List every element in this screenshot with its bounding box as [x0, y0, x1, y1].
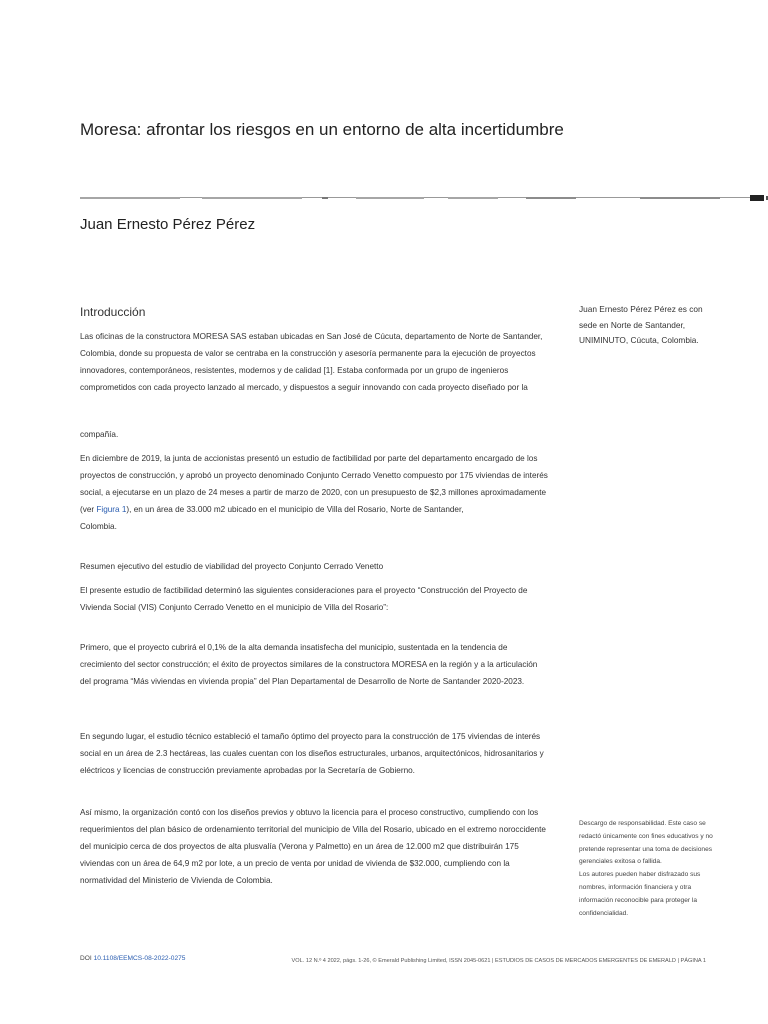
paragraph-2: [80, 450, 550, 535]
author-name: Juan Ernesto Pérez Pérez: [80, 216, 256, 233]
disclaimer: [579, 818, 719, 920]
decorative-rule: [80, 197, 706, 205]
paragraph-1: Las oficinas de la constructora MORESA SAS estaban ubicadas en San José de Cúcuta, departamento de Norte de Santander, Colombia, donde su propuesta de valor se centraba en la construcción y asesoría permanente para la ejecución de proyectos innovadores, contemporáneos, resistentes, modernos y de calidad [1]. Estaba conformada por un grupo de ingenieros comprometidos con cada proyecto lanzado al mercado, y dispuestos a seguir innovando con cada proyecto diseñado por la: [80, 332, 543, 392]
disclaimer-text-2: Los autores pueden haber disfrazado sus nombres, información financiera y otra información reconocible para proteger la confidencialidad.: [579, 871, 701, 917]
article-title: Moresa: afrontar los riesgos en un entorno de alta incertidumbre: [80, 120, 564, 139]
paragraph-2-text-cont: ), en un área de 33.000 m2 ubicado en el municipio de Villa del Rosario, Norte de Santander,: [126, 505, 464, 514]
paragraph-7: [80, 804, 550, 889]
paragraph-1-end: compañía.: [80, 430, 119, 439]
paragraph-6: En segundo lugar, el estudio técnico estableció el tamaño óptimo del proyecto para la construcción de 175 viviendas de interés social en un área de 2.3 hectáreas, las cuales cuentan con los diseños estructurales, urbanos, arquitectónicos, hidrosanitarios y eléctricos y licencias de construcción previamente aprobadas por la Secretaría de Gobierno.: [80, 732, 544, 775]
paragraph-7-text: Así mismo, la organización contó con los diseños previos y obtuvo la licencia para el proceso constructivo, cumpliendo con los requerimientos del plan básico de ordenamiento territorial del municipio de Villa del Rosario, ubicado en el extremo noroccidente del municipio cerca de dos proyectos de alta plusvalía (Verona y Palmetto) en un área de 12.000 m2 que distribuirán 175 viviendas con un área de 64,9 m2 por lote, a un precio de venta por unidad de vivienda de: [80, 808, 546, 868]
footer-citation: VOL. 12 N.º 4 2022, págs. 1-26, © Emerald Publishing Limited, ISSN 2045-0621 | ESTUDIOS DE CASOS DE MERCADOS EMERGENTES DE EMERALD | PÁGINA 1: [291, 958, 706, 964]
paragraph-7-end: cumpliendo con la normatividad del Ministerio de Vivienda de Colombia.: [80, 859, 510, 885]
doi-link[interactable]: 10.1108/EEMCS-08-2022-0275: [93, 955, 186, 962]
paragraph-2-text: En diciembre de 2019, la junta de accionistas presentó un estudio de factibilidad por parte del departamento encargado de los proyectos de construcción, y aprobó un proyecto denominado Conjunto Cerrado Venetto compuesto por 175 viviendas de interés social, a ejecutarse en un plazo de 24 meses a partir de marzo de 2020, con un presupuesto de $2,3 millones aproximadamente (ver: [80, 454, 548, 514]
intro-heading: Introducción: [80, 305, 146, 319]
disclaimer-text-1: Descargo de responsabilidad. Este caso se redactó únicamente con fines educativos y no pretende representar una toma de decisiones gerenciales exitosa o fallida.: [579, 820, 713, 866]
footer-doi: [80, 955, 185, 962]
section-subtitle: Resumen ejecutivo del estudio de viabilidad del proyecto Conjunto Cerrado Venetto: [80, 562, 384, 571]
doi-label: DOI: [80, 955, 92, 962]
price-value: $32.000,: [409, 859, 442, 868]
paragraph-4: El presente estudio de factibilidad determinó las siguientes consideraciones para el proyecto “Construcción del Proyecto de Vivienda Social (VIS) Conjunto Cerrado Venetto en el municipio de Villa del Rosario”:: [80, 586, 528, 612]
figure-1-link[interactable]: Figura 1: [96, 505, 127, 514]
paragraph-5: Primero, que el proyecto cubrirá el 0,1% de la alta demanda insatisfecha del municipio, sustentada en la tendencia de crecimiento del sector construcción; el éxito de proyectos similares de la constructora MORESA en la región y a la articulación del programa “Más viviendas en vivienda propia” del Plan Departamental de Desarrollo de Norte de Santander 2020-2023.: [80, 643, 538, 686]
author-affiliation: Juan Ernesto Pérez Pérez es con sede en Norte de Santander, UNIMINUTO, Cúcuta, Colombia.: [579, 304, 703, 345]
paragraph-2-end: Colombia.: [80, 522, 117, 531]
